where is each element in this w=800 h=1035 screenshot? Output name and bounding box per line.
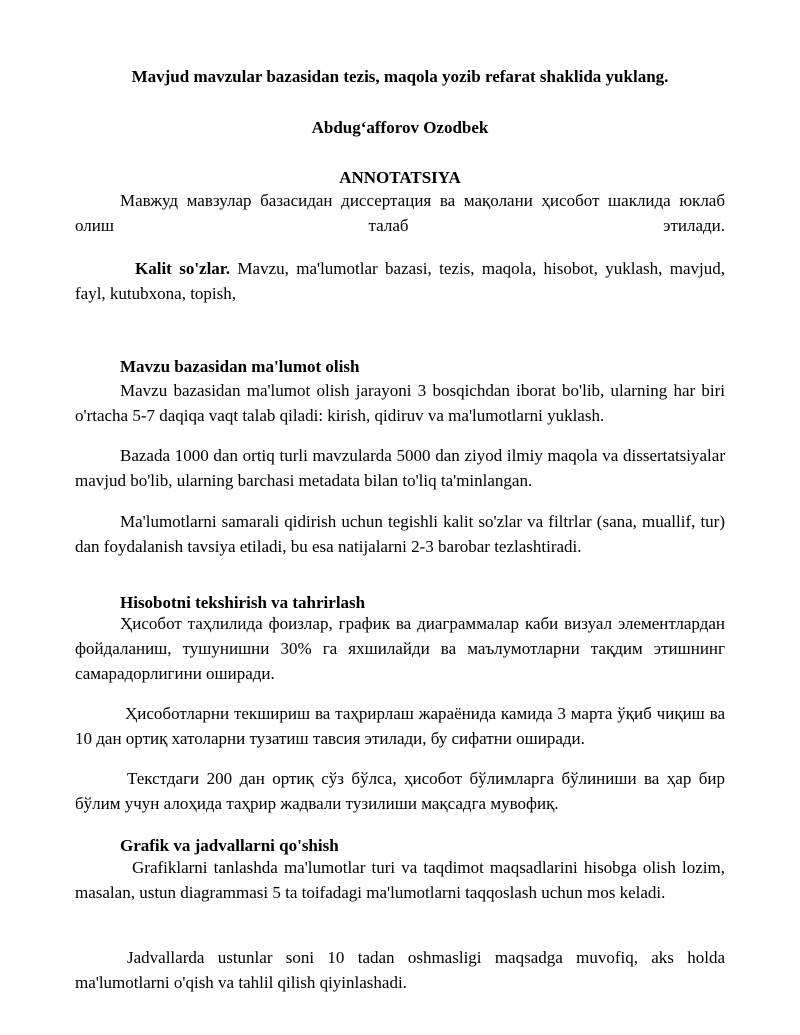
section-paragraph: Ma'lumotlarni samarali qidirish uchun tegishli kalit so'zlar va filtrlar (sana, muallif, tur) dan foydalanish tavsiya etiladi, bu esa natijalarni 2-3 barobar tezlashtiradi. (75, 512, 725, 556)
section-paragraph: Bazada 1000 dan ortiq turli mavzularda 5000 dan ziyod ilmiy maqola va dissertatsiyalar mavjud bo'lib, ularning barchasi metadata bilan to'liq ta'minlangan. (75, 446, 725, 490)
section-heading: Hisobotni tekshirish va tahrirlash (120, 593, 366, 612)
document-title: Mavjud mavzular bazasidan tezis, maqola yozib refarat shaklida yuklang. (131, 67, 669, 86)
section-heading: Mavzu bazasidan ma'lumot olish (120, 357, 360, 376)
section-paragraph: Mavzu bazasidan ma'lumot olish jarayoni 3 bosqichdan iborat bo'lib, ularning har biri o'rtacha 5-7 daqiqa vaqt talab qiladi: kirish, qidiruv va ma'lumotlarni yuklash. (75, 381, 725, 425)
section-paragraph: Ҳисоботларни текшириш ва таҳрирлаш жараёнида камида 3 марта ўқиб чиқиш ва 10 дан ортиқ хатоларни тузатиш тавсия этилади, бу сифатни оширади. (75, 704, 725, 748)
section-paragraph: Jadvallarda ustunlar soni 10 tadan oshmasligi maqsadga muvofiq, aks holda ma'lumotlarni o'qish va tahlil qilish qiyinlashadi. (75, 948, 725, 992)
keywords-paragraph (75, 256, 725, 306)
author-name: Abdug‘afforov Ozodbek (311, 118, 489, 137)
abstract-text: Мавжуд мавзулар базасидан диссертация ва мақолани ҳисобот шаклида юклаб олиш талаб этилади. (75, 191, 725, 235)
keywords-label: Kalit so'zlar. (135, 259, 231, 278)
section-paragraph: Текстдаги 200 дан ортиқ сўз бўлса, ҳисобот бўлимларга бўлиниши ва ҳар бир бўлим учун алоҳида таҳрир жадвали тузилиши мақсадга мувофиқ. (75, 769, 725, 813)
abstract-heading: ANNOTATSIYA (339, 168, 461, 187)
section-heading: Grafik va jadvallarni qo'shish (120, 836, 339, 855)
section-paragraph: Ҳисобот таҳлилида фоизлар, график ва диаграммалар каби визуал элементлардан фойдаланиш, тушунишни 30% га яхшилайди ва маълумотларни тақдим этишнинг самарадорлигини оширади. (75, 614, 725, 683)
section-paragraph: Grafiklarni tanlashda ma'lumotlar turi va taqdimot maqsadlarini hisobga olish lozim, masalan, ustun diagrammasi 5 ta toifadagi ma'lumotlarni taqqoslash uchun mos keladi. (75, 858, 725, 902)
keywords-text: Mavzu, ma'lumotlar bazasi, tezis, maqola, hisobot, yuklash, mavjud, fayl, kutubxona, topish, (75, 259, 725, 303)
